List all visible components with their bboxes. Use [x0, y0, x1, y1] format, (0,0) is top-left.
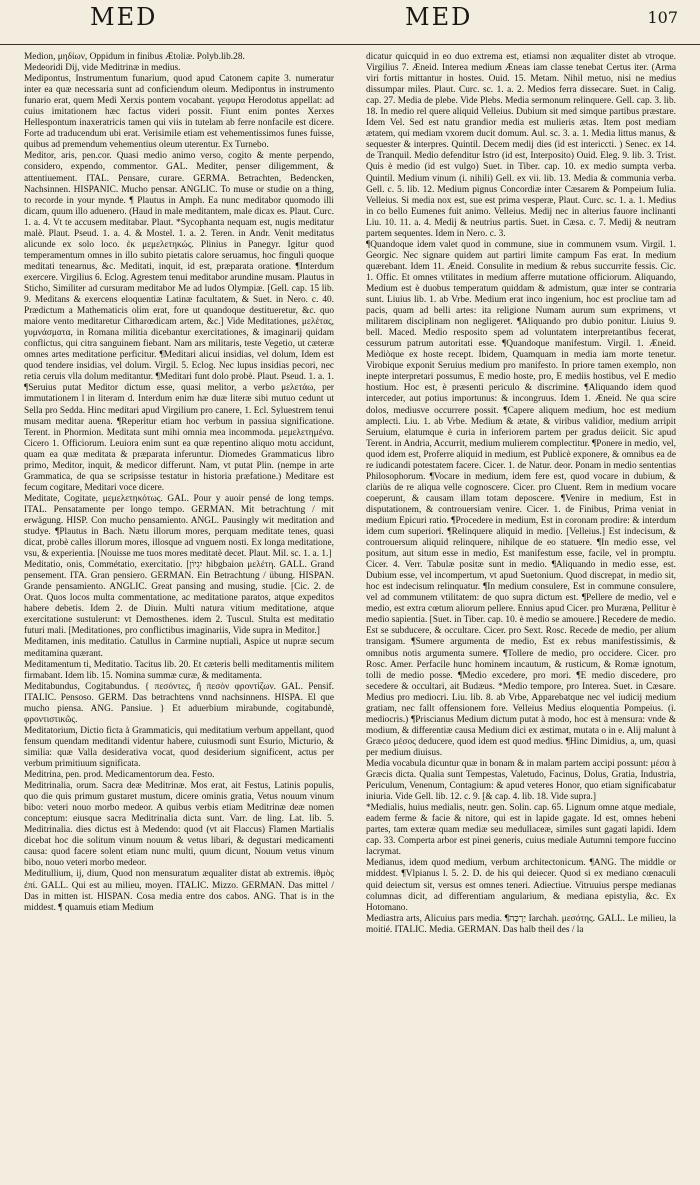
dictionary-entry: Meditatio, onis, Commétatio, exercitatio. [יִגְיוֹן hibgbaion μελέτη. GALL. Grand pensement. ITA. Gran pensiero. GERMAN. Ein Betrachtung / übung. HISPAN. Grande pensamiento. ANGLIC. Great pansing and musing, studie. [Cic. 2. de Orat. Quos locos multa commentatione, ac meditatione paratos, atque expeditos habere debetis. Idem 2. de Diuin. Multi natura vitium meditatione, atque exercitatione sustulerunt: vt Demosthenes. idem 2. Tuscul. Stulta est meditatio futuri mali. [Meditationes, pro conflictibus imaginariis, Vide supra in Meditor.]	[24, 560, 334, 637]
dictionary-entry: dicatur quicquid in eo duo extrema est, etiamsi non æqualiter distet ab vtroque. Virgilius 7. Æneid. Interea medium Æneas iam classe tenebat Certus iter. (Arma viri fortis mittantur in hostes. Ouid. 15. Metam. Nihil metuo, nisi ne medius dissumpar miles. Plaut. Curc. sc. 1. a. 2. Medios ferra dissecare. Suet. in Calig. cap. 27. Media de plebe. Vide Plebs. Media sermonum relinquere. Gell. cap. 3. lib. 18. In medio rel quere aliquid Velleius. Dubium sit med simque partibus præstare. Idem Vel. Sed est natu grandior media est mulieris ætas. Item post mediam ætatem, qui mediam vxorem ducit domum. Aul. sc. 3. a. 1. Media littus manus, & sequester & interpres. Quintil. Decem medij dies (id est intericcti. ) Senec. ex 14. de Tranquil. Medio defenditur Istro (id est, Interposito) Ouid. Eleg. 9. lib. 3. Trist. Quis è medio (id est vulgo) Suet. in Tiber. cap. 10. ex medio sumpta verba. Quintil. Medium vinum (i. nihili) Gell. ex vii. lib. 13. Media & communia verba. Gell. c. 5. lib. 12. Medium pignus Concordiæ inter Cæsarem & Pompeium Iulia. Velleius. Si media nox est, sue est prima vesperæ, Plaut. Curc. sc. 1. a. 1. Medius in co bello Eumenes fuit animo. Velleius. Medij nec in alterius fauore inclinanti Liu. 10. 11. a. 4. Medij & neutrius partis. Suet. in Cæsa. c. 7. Medij & neutram partem sequentes. Idem in Nero. c. 3.	[366, 52, 676, 239]
dictionary-entry: Meditamentum ti, Meditatio. Tacitus lib. 20. Et cæteris belli meditamentis militem firmabant. Idem lib. 15. Nomina summæ curæ, & meditamenta.	[24, 659, 334, 681]
dictionary-entry: Medion, μηδίων, Oppidum in finibus Ætoliæ. Polyb.lib.28.	[24, 52, 245, 62]
dictionary-entry: Medeoridi Dij, vide Meditrinæ in medius.	[24, 63, 181, 74]
dictionary-entry: Meditabundus, Cogitabundus. { πεσόντες, ἢ πεσὸν φροντίζων. GAL. Pensif. ITALIC. Pensoso. GERM. Das betrachtens vnnd nachsinnens. HISPA. El que mucho piensa. ANG. Pansiue. } Et aduerbium mirabunde, cogitabundè, φροντιστικῶς.	[24, 681, 334, 725]
dictionary-entry: Medipontus, Instrumentum funarium, quod apud Catonem capite 3. numeratur inter ea quæ necessaria sunt ad conficiendum oleum. Medipontus in instrumento funario erat, quem Medi Xerxis pontem vocabant. γεφυρα Herodotus appellat: ad cuius imitationem hæc factus videri possit. Fiunt enim pontes Xerxes Hellespontum inaxeratricis tamen qui viis in tutelam ab ferre nonfacile est dicere. Forte ad traducendum ubi erat. Verisimile etiam est vehementissimos funes fuisse, quibus ad premendum vehementius oleum uterentur. Ex Turnebo.	[24, 74, 334, 151]
dictionary-entry: Meditor, aris, pen.cor. Quasi medio animo verso, cogito & mente perpendo, considero, expendo, commentor. GAL. Mediter, penser diligemment, & attentiuement. ITAL. Pensare, curare. GERMA. Betrachten, Bedencken, Nachsinnen. HISPANIC. Mucho pensar. ANGLIC. To muse or studie on a thing, to recorde in your mynde. ¶ Plautus in Amph. Ea nunc meditabor quomodo illi dicam, quum illo aduenero. (Haud in male meditantem, male dicax es. Plaut. Curc. 1. a. 4. Vt te accusem meditabar. Plaut. *Sycophanta nequam est, nugis meditatur malè. Plaut. Pseud. 1. a. 4. & Mostel. 1. a. 2. Teren. in Andr. Venit meditatus alicunde ex solo loco. ἐκ μεμελετηκώς. Plinius in Panegyr. Igitur quod temperamentum omnes in illo subito pietatis calore seruamus, hoc finguli quoque meditati tenearnus, &c. Meditati, inquit, id est, præparata oratione. ¶Interdum exercere. Virgilius 6. Eclog. Agrestem tenui meditabor arundine musam. Plautus in Sticho, Similiter ad cursuram meditabor Me ad ludos Olympiæ. [Gell. cap. 15 lib. 9. Meditans & exercens eloquentiæ Latinæ facultatem, & Suet. in Nero. c. 40. Prædictum a Mathematicis olim erat, fore ut quandoque destitueretur, &c. quo maiore vento meditaretur Citharœdicam artem, &c.] Vide Meditationes, μελέτας, γυμνάσματα, in Romana militia dicebantur exercitationes, & imaginarij quidam conflictus, qui citra sanguinem fiebant. Nam ars militaris, teste Vegetio, ut cæteræ omnes artes meditatione perficitur. ¶Meditari alicui insidias, vel dolum, Idem est quod tendere insidias, vel dolum. Virgil. 5. Eclog. Nec lupus insidias pecori, nec retia ceruis vlla dolum meditantur. ¶Meditari funt dolo probè. Plaut. Pseud. 1. a. 1. ¶Seruius putat Meditor dictum esse, quasi melitor, a verbo μελετάω, per immutationem l in literam d. Interdum enim hæ duæ literæ sibi mutuo cedunt ut Sella pro Sedda. Hinc meditari apud Virgilium pro canere, 1. Ecl. Syluestrem tenui musam meditar auena. ¶Reperitur etiam hoc verbum in passiua significatione. Terent. in Phormion. Meditata sunt mihi omnia mea incommoda. μεμελετημένα. Cicero 1. Officiorum. Leuiora enim sunt ea quæ repentino aliquo motu accidunt, quam ea quæ meditata & præparata inferuntur. Diomedes Grammaticus libro primo, Meditor, inquit, & medicor differunt. Nam, vt putat Plin. (nempe in arte Grammatica, de qua se scripsisse testatur in historia præfatione.) Meditare est fecum cogitare, Meditari voce dicere.	[24, 151, 334, 493]
dictionary-entry: Mediastra arts, Alicuius pars media. ¶יַרְכָּה Iarchah. μεσότης. GALL. Le milieu, la moitié. ITALIC. Media. GERMAN. Das halb theil des / la	[366, 913, 676, 935]
page-number: 107	[647, 8, 678, 27]
dictionary-entry: Meditatorium, Dictio ficta à Grammaticis, qui meditatium verbum appellant, quod fensum quendam meditandi videntur habere, cuiusmodi sunt Esurio, Micturio, & similia: quæ Valla desiderativa vocat, quod desiderium significent, actus per verbum primitiuum significata.	[24, 725, 334, 769]
left-column	[24, 52, 334, 1172]
dictionary-entry: Meditamen, inis meditatio. Catullus in Carmine nuptiali, Aspice ut nupræ secum meditamina quærant.	[24, 637, 334, 659]
dictionary-entry: Meditullium, ij, dium, Quod non mensuratum æqualiter distat ab extremis. ἰθμὸς ἐπί. GALL. Qui est au milieu, moyen. ITALIC. Mizzo. GERMAN. Das mittel / Das in mitten ist. HISPAN. Cosa media entre dos cabos. ANG. That is in the middest. ¶ quamuis etiam Medium	[24, 869, 334, 913]
header-right-word: MED	[405, 3, 473, 31]
dictionary-entry: ¶Quandoque idem valet quod in commune, siue in communem vsum. Virgil. 1. Georgic. Nec signare quidem aut partiri limite campum Fas erat. In medium quærebant. Idem 11. Æneid. Consulite in medium & rebus succurrite fessis. Cic. 1. Offic. Et omnes vtilitates in medium afferre mutatione officiorum. Aliquando, Medium est è duobus temperatum quiddam & admistum, quæ inter se contraria sunt. Liuius lib. 1. ab Vrbe. Medium erat inco ingenium, hoc est procliue tam ad pacis, quam ad belli artes: ita religione Numam aurum sum exprimens, vt militarem disciplinam non negligeret. ¶Aliquando pro dubio ponitur. Liuius 9. bell. Maced. Medio resposito spem ad voluntatem interpretantibus fecerat, cessurum patrum autoritati esse. ¶Quandoque manifestum. Virgil. 1. Æneid. Mediòque ex hoste recept. Ibidem, Quamquam in media iam morte tenetur. Virobique exponit Seruius medium pro manifesto. In priore tamen exemplo, non inepte interpretari possumus, E medio hoste, pro, E mediis hostibus, vel E medio hostium. Hoc est, è præsenti periculo & discrimine. ¶Aliquando idem quod interceder, aut potius importunus: & incongruus. Idem 1. Æneid. Ne qua scire dolos, mediusve occurrere possit. ¶Capere aliquem medium, hoc est medium amplecti. Liu. 1. ab Vrbe. Medium & ætate, & viribus validior, medium arripit Seruium, elatumque è curia in inferiorem partem per gradus deiicit. Sic apud Terent. in Andria, Accurrit, medium mulierem complectitur. ¶Ponere in medio, vel, quod idem est, Proferre aliquid in medium, est Publicè exponere, & omnibus ea de re iudicandi potestatem facere. Cicer. 1. de Natur. deor. Ponam in medio sententias Philosophorum. ¶Vocare in medium, idem fere est, quod vocare in dubium, & clariùs de re aliqua velle cognoscere. Cicer. pro Cluent. Rem in medium vocare coeperunt, & causam illam totam deposcere. ¶Venire in medium, Est in disputationem, & controuersiam venire. Cicer. 1. de Finibus, Prima veniat in medium Epicuri ratio. ¶Procedere in medium, Est in coronam prodire: & interdum idem cum superiori. ¶Relinquere aliquid in medio. [Velleius.] Est indecisum, & controuersum aliquid relinquere, nihilque de eo statuere. ¶In medio esse, vel positum, aut situm esse in medio, Est manifestum esse, facile, vel in promptu. Cicer. 4. Verr. Tabulæ positæ sunt in medio. ¶Aliquando in medio esse, est. Dubium esse, vel incompertum, vt apud Suetonium. Quod discrepat, in medio sit, hoc est indecisum relinquatur. ¶In medium consulere, Est in commune consulere, vel ad communem vtilitatem: de quo supra dictum est. ¶Pellere de medio, vel e medio, est extra cœtum aliorum pellere. Ennius apud Cicer. pro Muræna, Pellitur è medio sapientia. [Suet. in Tiber. cap. 10. è medio se amouere.] Recedere de medio. Est se subducere, & occultare. Cicer. pro Sext. Rosc. Recede de medio, per alium transigam. ¶Sumere argumenta de medio, Est ex rebus manifestissimis, & omnibus notis argumenta sumere. ¶Tollere de medio, pro occidere. Cicer. pro Rosc. Amer. Perfacile hunc hominem incautum, & rusticum, & Romæ ignotum, tolli de medio posse. ¶Medio excedere, pro mori. ¶E medio discedere, pro secedere & occultari, ait Budæus. *Medio tempore, pro Interea. Suet. in Cæsare. Medius pro mediocri. Liu. lib. 8. ab Vrbe, Apparebatque nec vel iudicij medium gratiam, nec fallt offensionem fore. Velleius Medius eloquentia Pompeius. (i. mediocris.) ¶Priscianus Medium dictum putat à modo, hoc est à mensura: vnde & modium, & differentiæ causa Medium dici ex æstimat, mutata o in e. Alij malunt à Græco μέσος deducere, quod idem est quod medius. ¶Hinc Dimidius, a, um, quasi per medium diuisus.	[366, 239, 676, 758]
dictionary-entry: Media vocabula dicuntur quæ in bonam & in malam partem accipi possunt: μέσα à Græcis dicta. Qualia sunt Tempestas, Valetudo, Facinus, Dolus, Gratia, Industria, Periculum, Venenum, Contagium: & apud veteres Honor, quo etiam significabatur iniuria. Vide Gell. lib. 12. c. 9. [& cap. 4. lib. 18. Vide supra.]	[366, 759, 676, 803]
dictionary-entry: Meditrina, pen. prod. Medicamentorum dea. Festo.	[24, 770, 215, 781]
running-header	[0, 0, 700, 45]
dictionary-entry: Meditrinalia, orum. Sacra deæ Meditrinæ. Mos erat, ait Festus, Latinis populis, quo die quis primum gustaret mustum, dicere ominis gratia, Vetus nouum vinum bibo: veteri nouo morbo medeor. A quibus verbis etiam Meditrinæ deæ nomen conceptum: eiusque sacra Meditrinalia dicta sunt. Varr. de ling. Lat. lib. 5. Meditrinalia. dies dictus est à Medendo: quod (vt ait Flaccus) Flamen Martialis dicebat hoc die solitum vinum nouum & vetus libari, & degustari medicamenti causa: quod facere solent etiam nunc multi, quum dicunt, Nouum vetus vinum bibo, nouo veteri morbo medeor.	[24, 781, 334, 869]
dictionary-entry: Meditate, Cogitate, μεμελετηκότως. GAL. Pour y auoir pensé de long temps. ITAL. Pensatamente per longo tempo. GERMAN. Mit betrachtung / mit erwägung. HISP. Con mucho pensamiento. ANGL. Pausingly wit meditation and studye. ¶Plautus in Bach. Nætu illorum mores, perquam meditate tenes, quasi dicat, probè calles illorum mores, illosque ad vnguem nosti. Ex longa meditatione, vsu, & experientia. [Nouisse me tuos mores meditatè decet. Plaut. Mil. sc. 1. a. 1.]	[24, 493, 334, 560]
dictionary-entry: *Medialis, huius medialis, neutr. gen. Solin. cap. 65. Lignum omne atque mediale, eadem ferme & facie & nitore, qui est in lapide gagate. Id est, omnes hebeni partes, tam exteræ quam mediæ seu medullaceæ, similes sunt gagati lapidi. Idem cap. 33. Comperta arbor est pinei generis, cuius mediale Autumni tempore fuccino lacrymat.	[366, 803, 676, 858]
dictionary-entry: Medianus, idem quod medium, verbum architectonicum. ¶ANG. The middle or middest. ¶Vlpianus l. 5. 2. D. de his qui deiecer. Quod si ex mediano cœnaculi quid deiectum sit, versus est omnes teneri. Adiectiue. Vitruuius perspe medianas columnas dicit, ad differentiam angularium, & mediana epistylia, &c. Ex Hotomano.	[366, 858, 676, 913]
right-column	[366, 52, 676, 1172]
header-left-word: MED	[90, 3, 158, 31]
